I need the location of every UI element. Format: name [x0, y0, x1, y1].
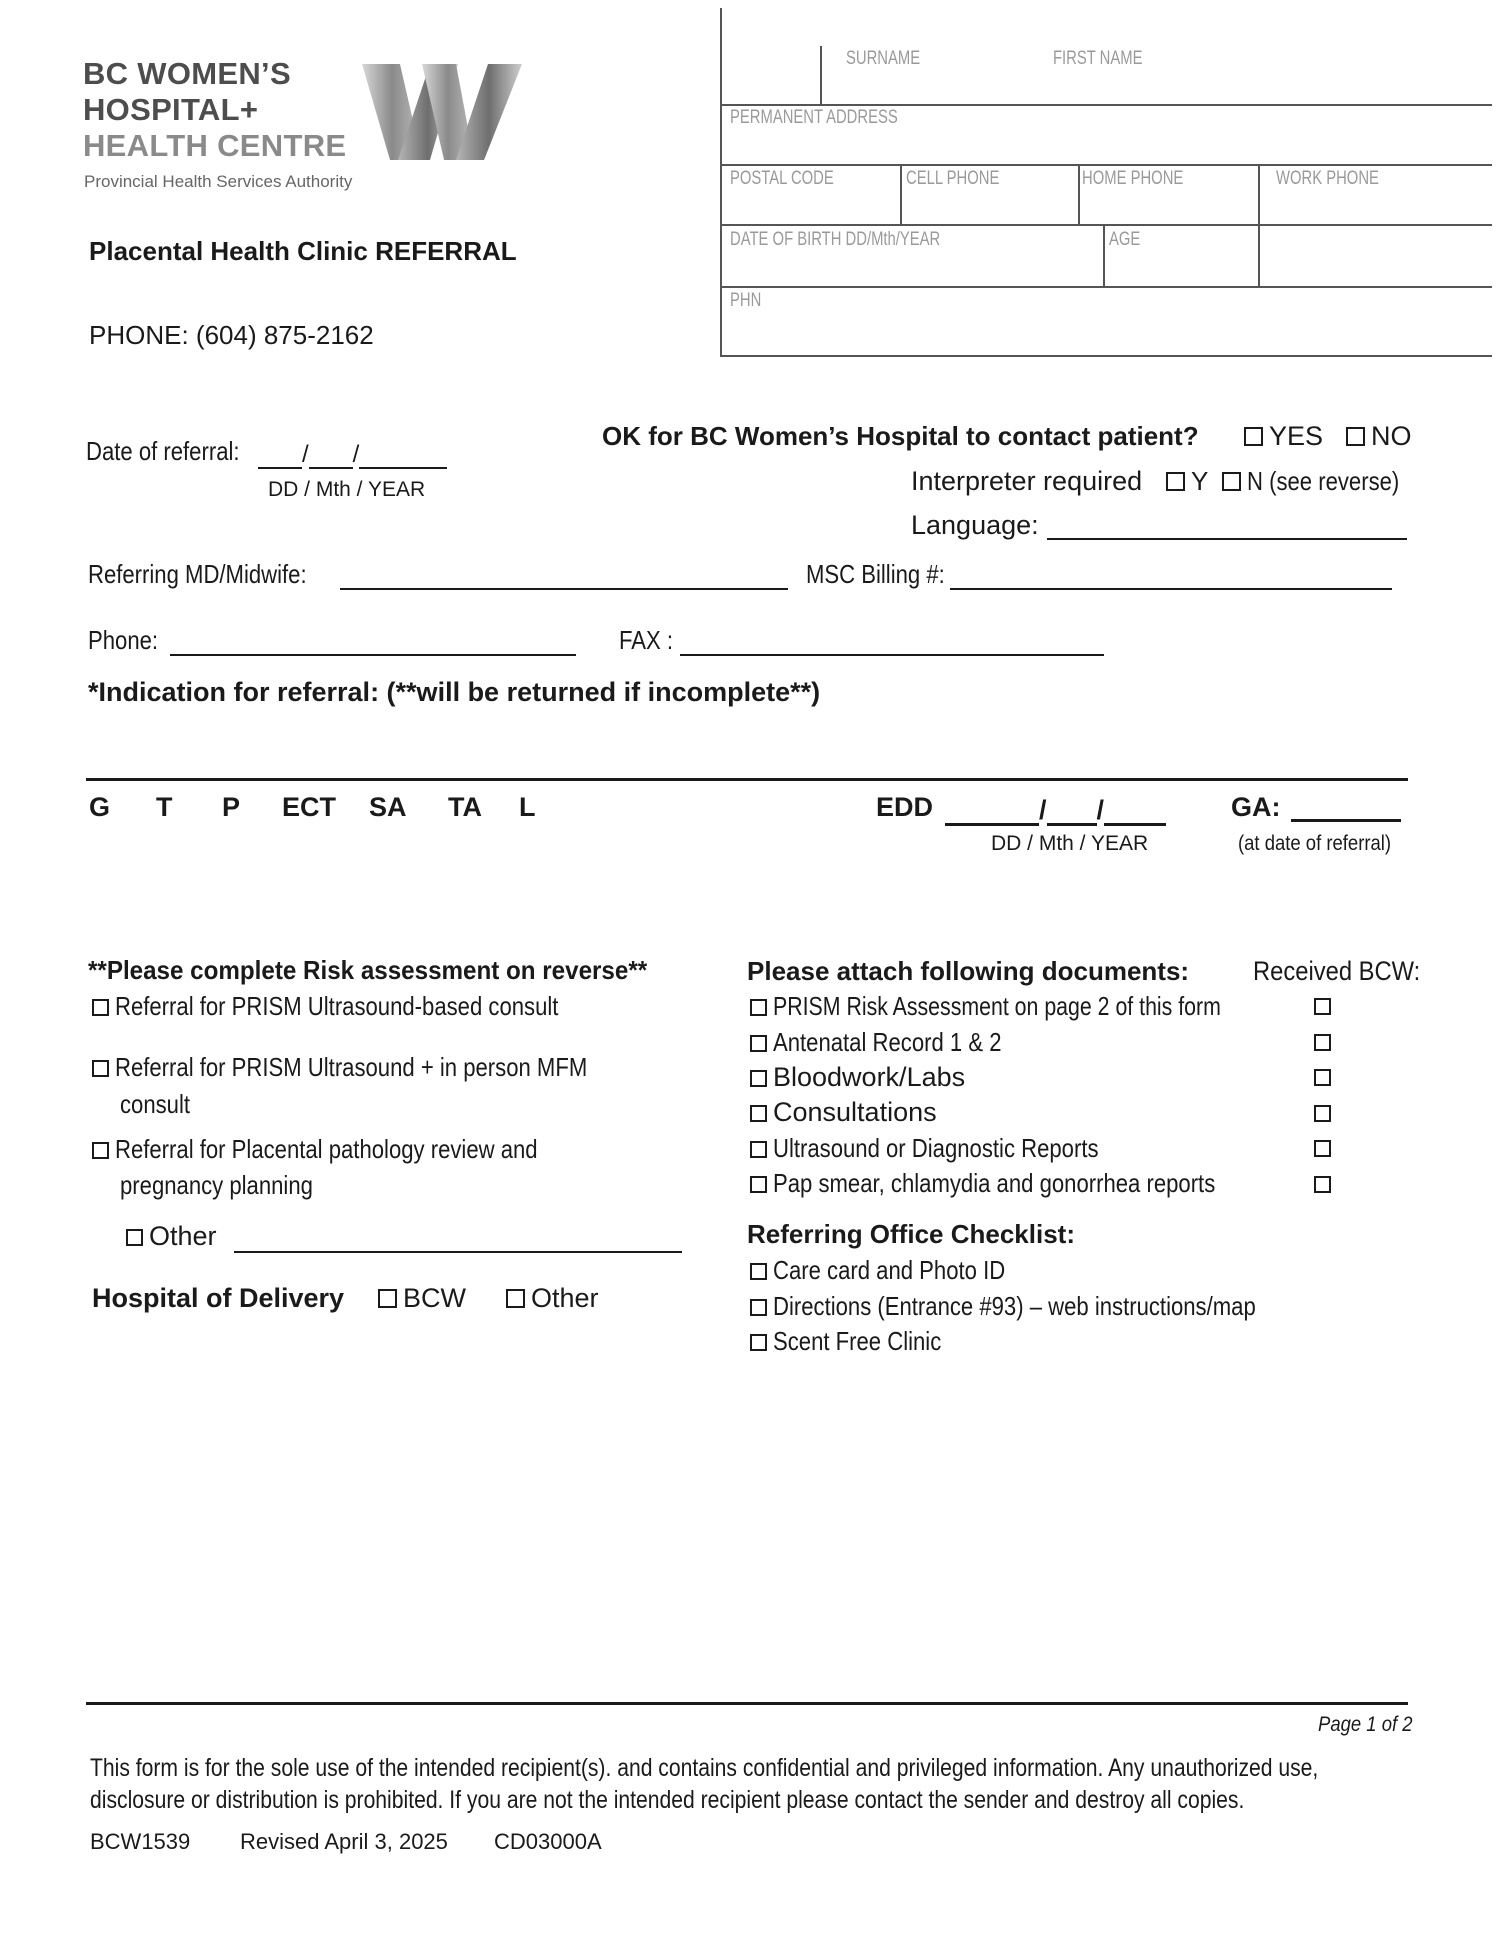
other-referral-field[interactable] — [234, 1227, 682, 1253]
surname-field[interactable]: SURNAME — [846, 48, 921, 69]
edd-field[interactable]: / / — [945, 795, 1166, 826]
date-of-referral-label: Date of referral: — [86, 436, 240, 466]
language-label: Language: — [911, 510, 1039, 540]
checkbox-icon[interactable] — [92, 1142, 109, 1159]
checkbox-icon[interactable] — [750, 1176, 767, 1193]
ectopic-label[interactable]: ECT — [282, 792, 336, 822]
checkbox-icon[interactable] — [750, 1263, 767, 1280]
indication-label: *Indication for referral: (**will be returned if incomplete**) — [88, 677, 821, 707]
contact-yes-option[interactable]: YES — [1244, 421, 1323, 452]
indication-field[interactable] — [86, 778, 1408, 781]
term-label[interactable]: T — [156, 792, 173, 822]
checklist-heading: Referring Office Checklist: — [747, 1219, 1075, 1249]
received-checkbox-icon[interactable] — [1314, 998, 1331, 1015]
home-phone-field[interactable]: HOME PHONE — [1082, 168, 1184, 189]
received-bcw-label: Received BCW: — [1253, 956, 1421, 986]
ga-field[interactable] — [1291, 796, 1401, 822]
fax-field[interactable] — [680, 632, 1104, 656]
interpreter-yes-option[interactable]: Y — [1166, 466, 1208, 497]
referral-option-placental-pathology-cont: pregnancy planning — [120, 1170, 313, 1200]
date-of-referral-row — [86, 436, 267, 467]
checkbox-icon[interactable] — [1166, 472, 1185, 491]
referral-option-other[interactable]: Other — [126, 1221, 217, 1252]
checkbox-icon[interactable] — [750, 1035, 767, 1052]
contact-no-option[interactable]: NO — [1346, 421, 1412, 452]
referring-label: Referring MD/Midwife: — [88, 559, 307, 589]
risk-assessment-heading: **Please complete Risk assessment on reverse** — [88, 955, 648, 985]
referrer-phone-field[interactable] — [170, 632, 576, 656]
msc-billing-label: MSC Billing #: — [806, 559, 945, 589]
phn-field[interactable]: PHN — [730, 290, 762, 311]
contact-consent-row — [602, 421, 1199, 452]
dob-field[interactable]: DATE OF BIRTH DD/Mth/YEAR — [730, 229, 941, 250]
checkbox-icon[interactable] — [126, 1229, 143, 1246]
checkbox-icon[interactable] — [92, 999, 109, 1016]
document-item[interactable]: Ultrasound or Diagnostic Reports — [750, 1133, 1156, 1164]
logo-line-4: Provincial Health Services Authority — [84, 172, 353, 191]
form-title: Placental Health Clinic REFERRAL — [89, 236, 517, 266]
interpreter-label: Interpreter required — [911, 466, 1143, 496]
form-code: CD03000A — [494, 1829, 602, 1854]
contact-question: OK for BC Women’s Hospital to contact patient? — [602, 421, 1199, 451]
received-checkbox-icon[interactable] — [1314, 1105, 1331, 1122]
living-label[interactable]: L — [519, 792, 536, 822]
edd-label: EDD — [876, 792, 934, 822]
phone-label: Phone: — [88, 625, 159, 655]
received-checkbox-icon[interactable] — [1314, 1034, 1331, 1051]
checklist-item[interactable]: Care card and Photo ID — [750, 1255, 1046, 1286]
msc-billing-field[interactable] — [950, 566, 1392, 590]
form-id: BCW1539 — [90, 1829, 191, 1854]
document-item[interactable]: Pap smear, chlamydia and gonorrhea reports — [750, 1168, 1293, 1199]
revision-date: Revised April 3, 2025 — [240, 1829, 448, 1854]
logo-line-2: HOSPITAL+ — [83, 92, 259, 127]
checklist-item[interactable]: Directions (Entrance #93) – web instructions/map — [750, 1291, 1341, 1322]
checkbox-icon[interactable] — [750, 1070, 767, 1087]
w-logo-icon — [360, 62, 524, 162]
document-item[interactable]: Bloodwork/Labs — [750, 1062, 965, 1093]
language-field[interactable] — [1047, 514, 1407, 540]
documents-heading: Please attach following documents: — [747, 956, 1190, 986]
cell-phone-field[interactable]: CELL PHONE — [906, 168, 1000, 189]
edd-format-hint: DD / Mth / YEAR — [991, 832, 1149, 855]
delivery-other-option[interactable]: Other — [506, 1283, 599, 1314]
referral-option-placental-pathology[interactable]: Referral for Placental pathology review and — [92, 1134, 612, 1165]
interpreter-no-option[interactable]: N (see reverse) — [1222, 466, 1426, 497]
logo-line-1: BC WOMEN’S — [83, 56, 291, 91]
work-phone-field[interactable]: WORK PHONE — [1276, 168, 1379, 189]
referral-option-prism-ultrasound[interactable]: Referral for PRISM Ultrasound-based consult — [92, 991, 637, 1022]
disclaimer-line-2: disclosure or distribution is prohibited. If you are not the intended recipient please contact the sender and destroy all copies. — [90, 1786, 1245, 1814]
checkbox-icon[interactable] — [750, 999, 767, 1016]
preterm-label[interactable]: P — [222, 792, 241, 822]
ga-note: (at date of referral) — [1238, 832, 1392, 855]
sa-label[interactable]: SA — [369, 792, 407, 822]
received-checkbox-icon[interactable] — [1314, 1069, 1331, 1086]
document-item[interactable]: PRISM Risk Assessment on page 2 of this form — [750, 991, 1319, 1022]
clinic-phone: PHONE: (604) 875-2162 — [89, 320, 374, 350]
checkbox-icon[interactable] — [1346, 427, 1365, 446]
date-of-referral-field[interactable]: / / — [258, 441, 447, 469]
checkbox-icon[interactable] — [750, 1105, 767, 1122]
postal-code-field[interactable]: POSTAL CODE — [730, 168, 834, 189]
checkbox-icon[interactable] — [750, 1334, 767, 1351]
checkbox-icon[interactable] — [750, 1299, 767, 1316]
received-checkbox-icon[interactable] — [1314, 1140, 1331, 1157]
referring-md-field[interactable] — [340, 566, 788, 590]
permanent-address-field[interactable]: PERMANENT ADDRESS — [730, 107, 898, 128]
footer-divider — [86, 1702, 1408, 1705]
delivery-bcw-option[interactable]: BCW — [378, 1283, 466, 1314]
disclaimer-line-1: This form is for the sole use of the intended recipient(s). and contains confidential and privileged information. Any unauthorized use, — [90, 1754, 1319, 1782]
document-item[interactable]: Antenatal Record 1 & 2 — [750, 1027, 1042, 1058]
referral-option-prism-mfm[interactable]: Referral for PRISM Ultrasound + in person MFM — [92, 1052, 671, 1083]
first-name-field[interactable]: FIRST NAME — [1053, 48, 1143, 69]
ga-label: GA: — [1231, 792, 1281, 822]
page-number: Page 1 of 2 — [1318, 1713, 1413, 1736]
checkbox-icon[interactable] — [1222, 472, 1241, 491]
checkbox-icon[interactable] — [92, 1060, 109, 1077]
ta-label[interactable]: TA — [448, 792, 482, 822]
referral-option-prism-mfm-cont: consult — [120, 1089, 191, 1119]
hospital-of-delivery-label: Hospital of Delivery — [92, 1283, 345, 1313]
checklist-item[interactable]: Scent Free Clinic — [750, 1326, 971, 1357]
document-item[interactable]: Consultations — [750, 1097, 937, 1128]
gravida-label[interactable]: G — [89, 792, 111, 822]
date-format-hint: DD / Mth / YEAR — [268, 478, 426, 501]
checkbox-icon[interactable] — [506, 1289, 525, 1308]
checkbox-icon[interactable] — [1244, 427, 1263, 446]
checkbox-icon[interactable] — [378, 1289, 397, 1308]
checkbox-icon[interactable] — [750, 1141, 767, 1158]
logo-line-3: HEALTH CENTRE — [83, 128, 347, 163]
fax-label: FAX : — [619, 625, 674, 655]
received-checkbox-icon[interactable] — [1314, 1176, 1331, 1193]
age-field[interactable]: AGE — [1109, 229, 1141, 250]
